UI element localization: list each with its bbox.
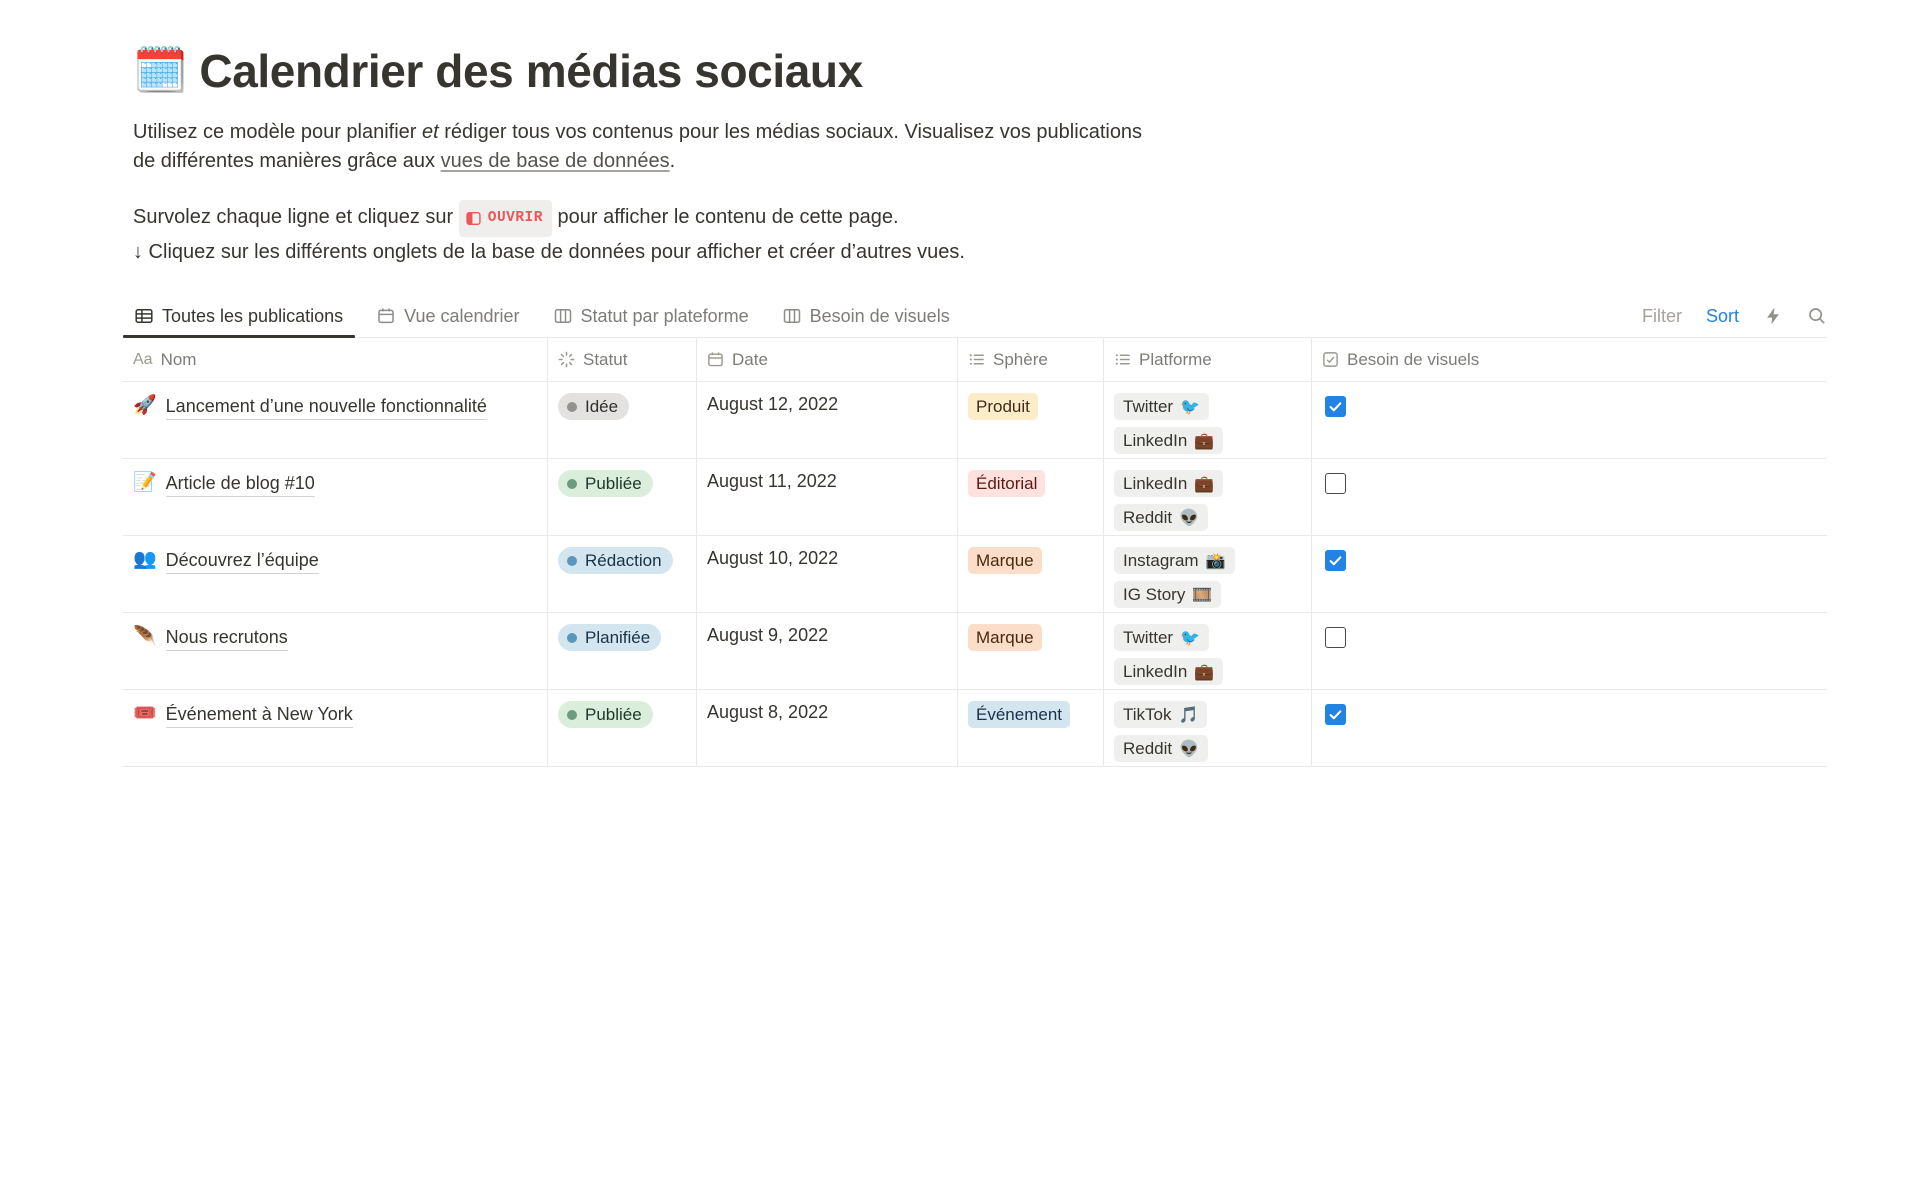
- visuals-cell: [1311, 382, 1827, 458]
- platform-cell[interactable]: [1103, 690, 1311, 766]
- status-cell[interactable]: [547, 382, 696, 458]
- row-icon: 🚀: [133, 395, 157, 416]
- status-badge: Idée: [558, 393, 629, 420]
- briefcase-emoji: 💼: [1194, 432, 1215, 450]
- row-icon: 👥: [133, 549, 157, 570]
- table-header-row: [123, 338, 1827, 382]
- date-cell[interactable]: August 8, 2022: [696, 690, 957, 766]
- visuals-cell: [1311, 613, 1827, 689]
- sphere-tag: Éditorial: [968, 470, 1045, 497]
- column-header-nom[interactable]: Aa Nom: [133, 349, 197, 369]
- sphere-tag: Marque: [968, 624, 1042, 651]
- column-header-besoin-de-visuels[interactable]: Besoin de visuels: [1311, 338, 1827, 381]
- date-cell[interactable]: August 10, 2022: [696, 536, 957, 612]
- hints: [133, 200, 1827, 268]
- status-cell[interactable]: [547, 459, 696, 535]
- row-icon: 🎟️: [133, 703, 157, 724]
- page-title-text: Calendrier des médias sociaux: [199, 45, 863, 97]
- row-name-cell[interactable]: [123, 613, 547, 689]
- text-property-icon: Aa: [133, 350, 153, 368]
- table-row: [123, 536, 1827, 613]
- platform-cell[interactable]: [1103, 459, 1311, 535]
- sphere-tag: Événement: [968, 701, 1070, 728]
- row-name-cell[interactable]: [123, 382, 547, 458]
- film-frames-emoji: 🎞️: [1192, 586, 1213, 604]
- visuals-checkbox[interactable]: [1325, 396, 1346, 417]
- table-row: [123, 459, 1827, 536]
- status-cell[interactable]: [547, 690, 696, 766]
- status-cell[interactable]: [547, 613, 696, 689]
- row-name-cell[interactable]: [123, 690, 547, 766]
- list-property-icon: [968, 351, 985, 368]
- platform-cell[interactable]: [1103, 382, 1311, 458]
- status-dot: [567, 479, 577, 489]
- column-header-platforme[interactable]: Platforme: [1103, 338, 1311, 381]
- filter-button[interactable]: Filter: [1641, 305, 1682, 326]
- tab-statut-par-plateforme[interactable]: [542, 295, 761, 337]
- sphere-cell[interactable]: [957, 613, 1103, 689]
- sphere-cell[interactable]: [957, 536, 1103, 612]
- platform-tag: IG Story 🎞️: [1114, 581, 1221, 608]
- platform-tag: LinkedIn 💼: [1114, 427, 1223, 454]
- visuals-checkbox[interactable]: [1325, 704, 1346, 725]
- ouvrir-button[interactable]: OUVRIR: [459, 200, 552, 237]
- row-icon: 📝: [133, 472, 157, 493]
- platform-cell[interactable]: [1103, 536, 1311, 612]
- sort-button[interactable]: Sort: [1705, 305, 1739, 326]
- platform-tag: Reddit 👽: [1114, 735, 1208, 762]
- visuals-cell: [1311, 690, 1827, 766]
- database-table: [123, 338, 1827, 767]
- status-badge: Publiée: [558, 470, 653, 497]
- side-peek-icon: [466, 211, 481, 226]
- page-title: [133, 44, 1827, 98]
- board-icon: [554, 307, 572, 325]
- italic-word: et: [422, 121, 439, 143]
- row-title-link[interactable]: Lancement d’une nouvelle fonctionnalité: [166, 394, 487, 420]
- alien-emoji: 👽: [1179, 509, 1200, 527]
- visuals-checkbox[interactable]: [1325, 550, 1346, 571]
- status-dot: [567, 402, 577, 412]
- search-icon[interactable]: [1807, 306, 1827, 326]
- tab-label: Toutes les publications: [162, 305, 344, 326]
- date-property-icon: [707, 351, 724, 368]
- platform-tag: LinkedIn 💼: [1114, 470, 1223, 497]
- column-header-sphere[interactable]: Sphère: [957, 338, 1103, 381]
- visuals-cell: [1311, 459, 1827, 535]
- status-dot: [567, 710, 577, 720]
- row-name-cell[interactable]: [123, 536, 547, 612]
- tab-label: Statut par plateforme: [580, 305, 749, 326]
- visuals-cell: [1311, 536, 1827, 612]
- tab-besoin-de-visuels[interactable]: [771, 295, 962, 337]
- status-badge: Publiée: [558, 701, 653, 728]
- table-row: [123, 613, 1827, 690]
- column-header-date[interactable]: Date: [696, 338, 957, 381]
- sphere-tag: Marque: [968, 547, 1042, 574]
- table-body: [123, 382, 1827, 767]
- calendar-icon: [377, 307, 395, 325]
- sphere-cell[interactable]: [957, 382, 1103, 458]
- visuals-checkbox[interactable]: [1325, 473, 1346, 494]
- hint-open: Survolez chaque ligne et cliquez sur OUVRIR pour afficher le contenu de cette page.: [133, 200, 1827, 237]
- description-line-2: de différentes manières grâce aux vues de base de données.: [133, 150, 676, 172]
- status-property-icon: [558, 351, 575, 368]
- date-cell[interactable]: August 9, 2022: [696, 613, 957, 689]
- twitter-bird-emoji: 🐦: [1180, 629, 1200, 647]
- status-dot: [567, 556, 577, 566]
- platform-tag: Reddit 👽: [1114, 504, 1208, 531]
- twitter-bird-emoji: 🐦: [1180, 398, 1200, 416]
- hint-tabs: ↓ Cliquez sur les différents onglets de la base de données pour afficher et créer d’autres vues.: [133, 241, 965, 263]
- sphere-cell[interactable]: [957, 459, 1103, 535]
- view-controls: [1642, 295, 1827, 337]
- database-views-link[interactable]: vues de base de données: [440, 150, 670, 172]
- row-title-link[interactable]: Événement à New York: [166, 702, 353, 728]
- checkbox-property-icon: [1322, 351, 1339, 368]
- column-header-statut[interactable]: Statut: [547, 338, 696, 381]
- alien-emoji: 👽: [1179, 740, 1200, 758]
- date-cell[interactable]: August 12, 2022: [696, 382, 957, 458]
- description-line-1: Utilisez ce modèle pour planifier et rédiger tous vos contenus pour les médias sociaux. Visualisez vos publications: [133, 121, 1143, 143]
- row-icon: 🪶: [133, 626, 157, 647]
- status-badge: Planifiée: [558, 624, 661, 651]
- page-icon: 🗓️: [133, 46, 188, 95]
- tab-label: Besoin de visuels: [809, 305, 950, 326]
- camera-emoji: 📸: [1205, 552, 1226, 570]
- music-note-emoji: 🎵: [1178, 706, 1199, 724]
- status-badge: Rédaction: [558, 547, 673, 574]
- database-tab-bar: [123, 295, 1827, 338]
- platform-tag: LinkedIn 💼: [1114, 658, 1223, 685]
- platform-cell[interactable]: [1103, 613, 1311, 689]
- briefcase-emoji: 💼: [1194, 663, 1215, 681]
- sphere-cell[interactable]: [957, 690, 1103, 766]
- briefcase-emoji: 💼: [1194, 475, 1215, 493]
- row-title-link[interactable]: Découvrez l’équipe: [166, 548, 319, 574]
- tab-vue-calendrier[interactable]: [365, 295, 531, 337]
- table-row: [123, 382, 1827, 459]
- tab-toutes-les-publications[interactable]: [123, 295, 355, 337]
- status-cell[interactable]: [547, 536, 696, 612]
- sphere-tag: Produit: [968, 393, 1038, 420]
- row-title-link[interactable]: Nous recrutons: [166, 625, 288, 651]
- tab-label: Vue calendrier: [404, 305, 520, 326]
- visuals-checkbox[interactable]: [1325, 627, 1346, 648]
- board-icon: [783, 307, 801, 325]
- date-cell[interactable]: August 11, 2022: [696, 459, 957, 535]
- lightning-icon[interactable]: [1763, 306, 1783, 326]
- row-title-link[interactable]: Article de blog #10: [166, 471, 315, 497]
- status-dot: [567, 633, 577, 643]
- platform-tag: Instagram 📸: [1114, 547, 1235, 574]
- table-icon: [135, 307, 153, 325]
- platform-tag: Twitter 🐦: [1114, 624, 1209, 651]
- row-name-cell[interactable]: [123, 459, 547, 535]
- notion-page: [133, 44, 1827, 767]
- platform-tag: Twitter 🐦: [1114, 393, 1209, 420]
- platform-tag: TikTok 🎵: [1114, 701, 1207, 728]
- list-property-icon: [1114, 351, 1131, 368]
- page-description: [133, 118, 1827, 176]
- table-row: [123, 690, 1827, 767]
